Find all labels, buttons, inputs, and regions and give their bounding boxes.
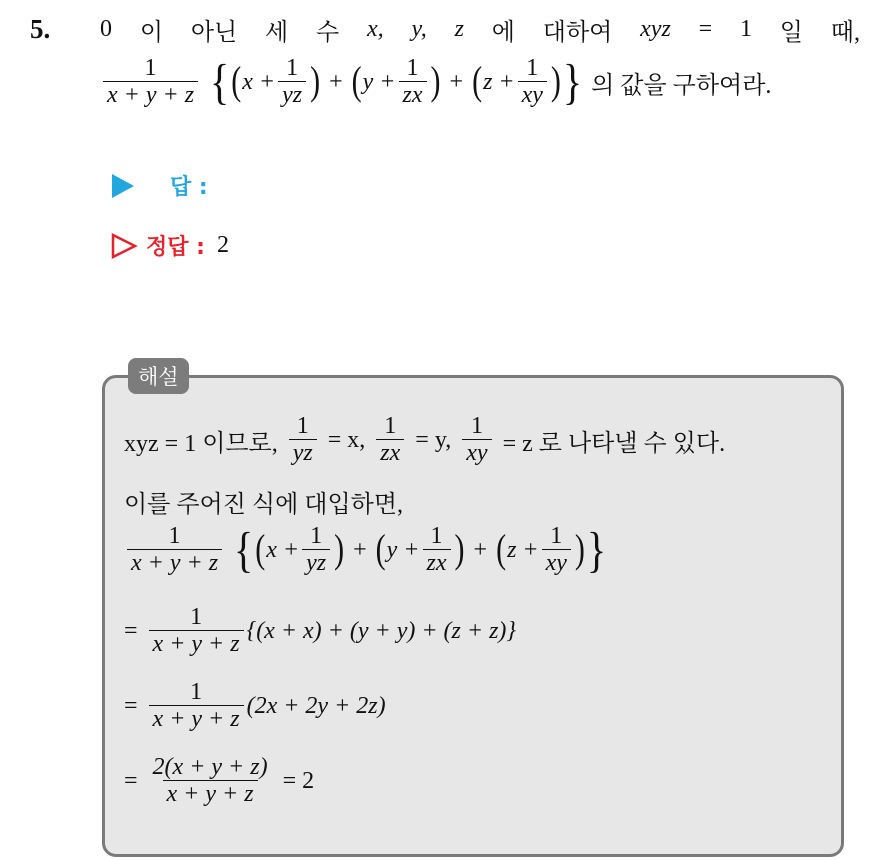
answer-label: 답 : xyxy=(170,175,208,200)
answer-row xyxy=(112,170,208,201)
question-word: 때, xyxy=(830,20,860,46)
question-word: = xyxy=(698,16,713,42)
question-word: 이 xyxy=(139,20,163,46)
solution-line-6: = $\frac{2(x + y + z)}{x + y + z}$ = 2 xyxy=(124,754,315,808)
question-word: 아닌 xyxy=(190,20,238,46)
correct-answer-row xyxy=(110,230,229,261)
play-triangle-icon xyxy=(112,174,134,198)
question-tail: 의 값을 구하여라. xyxy=(591,72,772,99)
term3-fraction: $\frac{1}{xy}$ xyxy=(518,56,547,109)
term2-fraction: $\frac{1}{zx}$ xyxy=(399,56,427,109)
lead-fraction: $\frac{1}{x + y + z}$ xyxy=(103,56,198,109)
question-word: 에 xyxy=(491,20,515,46)
question-word: 대하여 xyxy=(542,20,613,46)
term1-fraction: $\frac{1}{yz}$ xyxy=(278,56,306,109)
solution-line-5: = $\frac{1}{x + y + z}$ (2x + 2y + 2z) xyxy=(124,679,386,733)
question-word: 일 xyxy=(779,20,803,46)
question-word: x, xyxy=(367,16,384,42)
solution-line-2: 이를 주어진 식에 대입하면, xyxy=(124,492,404,518)
solution-line-1: xyz = 1 이므로, $\frac{1}{yz}$ = x, $\frac{1}{zx}$ = y, $\frac{1}{xy}$ = z 로 나타낼 수 있다. xyxy=(124,413,726,467)
outline-triangle-icon xyxy=(110,233,138,259)
correct-answer-value: 2 xyxy=(216,232,229,258)
question-word: 0 xyxy=(100,16,112,42)
solution-line-4: = $\frac{1}{x + y + z}$ {(x + x) + (y + y) + (z + z)} xyxy=(124,604,517,658)
question-word: 수 xyxy=(316,20,340,46)
question-word: 1 xyxy=(739,16,752,42)
correct-answer-label: 정답 : xyxy=(146,235,205,260)
question-word: 세 xyxy=(265,20,289,46)
solution-line-3: $\frac{1}{x + y + z}$ { ( x + $\frac{1}{yz}$ ) + ( y + $\frac{1}{zx}$ ) + ( z + $\frac{1}{xy}$ ) } xyxy=(124,524,607,577)
question-line-1 xyxy=(100,12,860,47)
question-word: xyz xyxy=(640,16,671,42)
question-word: y, xyxy=(411,16,427,42)
question-word: z xyxy=(454,16,464,42)
question-number: 5. xyxy=(30,14,51,44)
solution-tag: 해설 xyxy=(128,358,189,394)
question-expression: $\frac{1}{x + y + z}$ { ( x + $\frac{1}{yz}$ ) + ( y + $\frac{1}{zx}$ ) + ( z + $\frac{1}{xy}$ ) } 의 값을 구하여라. xyxy=(100,56,771,109)
